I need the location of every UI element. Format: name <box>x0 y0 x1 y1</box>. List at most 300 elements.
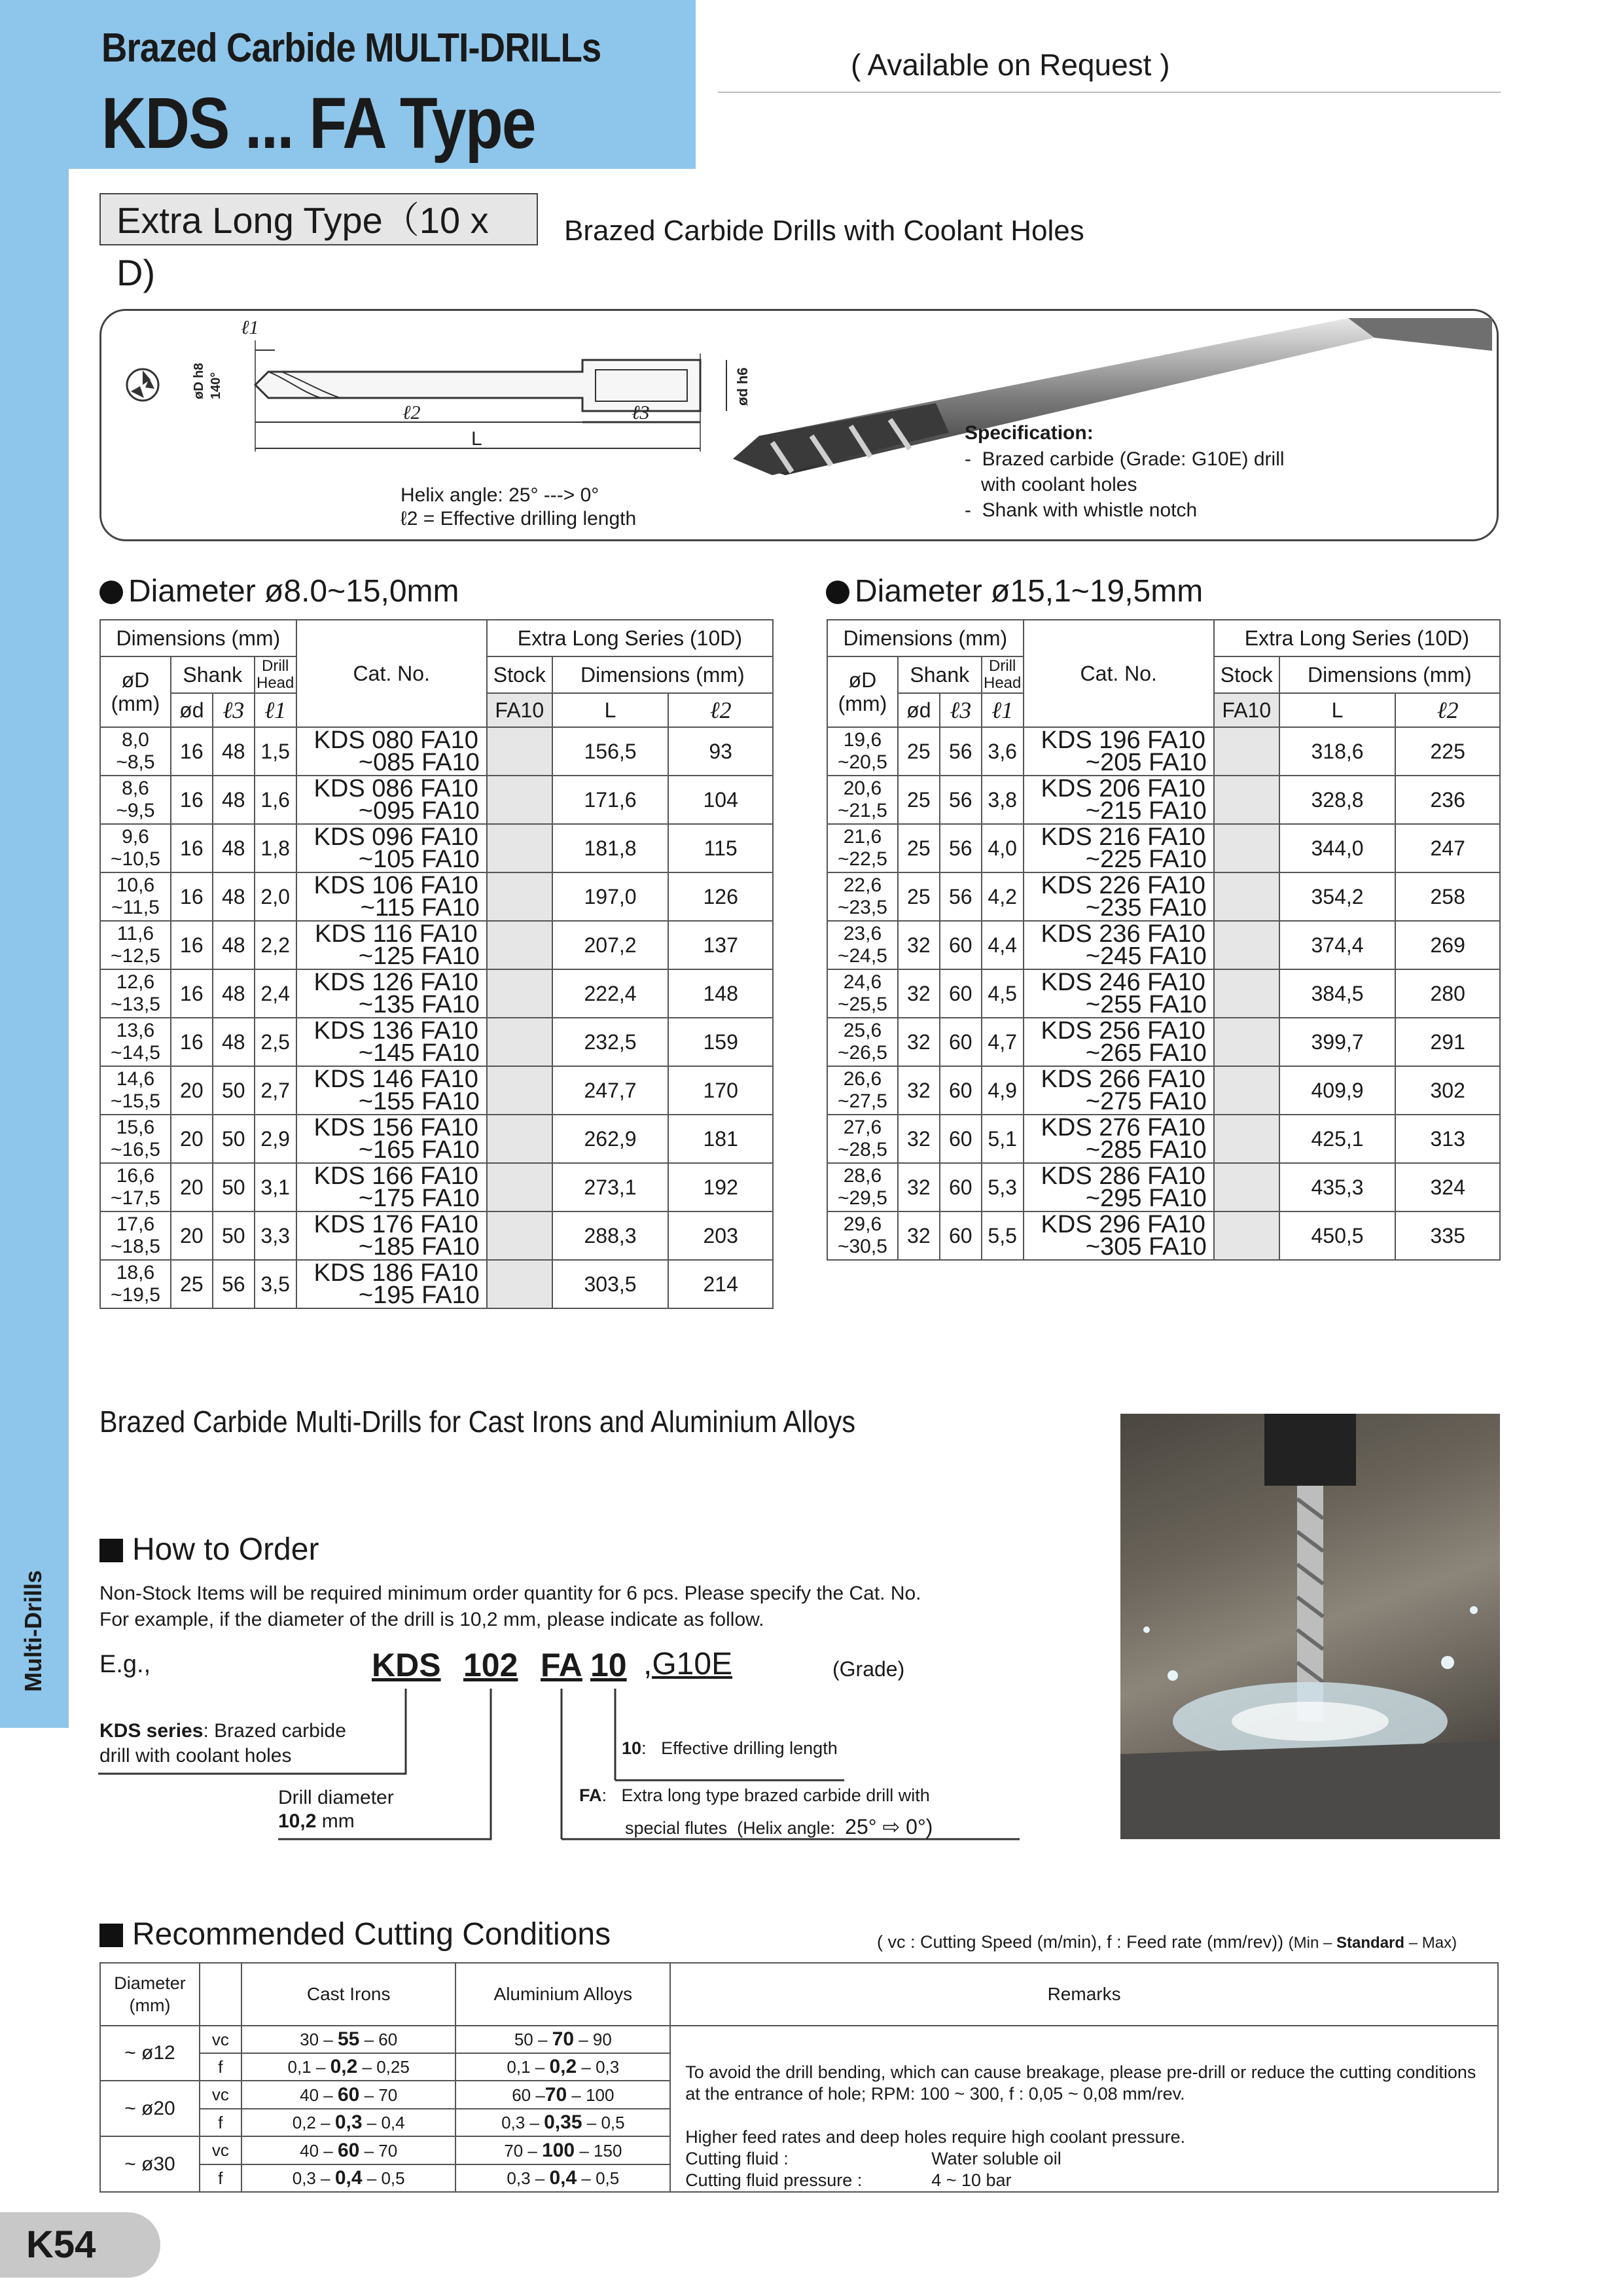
bullet-icon <box>99 581 123 604</box>
cell-shank-l3: 50 <box>213 1066 255 1115</box>
hdr-stock: Stock <box>1214 656 1279 693</box>
dimension-table-left <box>99 619 774 1309</box>
cell-diameter: 8,0 ~8,5 <box>100 727 171 776</box>
cell-cat-no: KDS 206 FA10 ~215 FA10 <box>1024 776 1214 824</box>
cell-shank-l3: 56 <box>940 824 982 872</box>
cell-shank-od: 20 <box>171 1211 213 1260</box>
cell-head-l1: 2,2 <box>255 921 296 969</box>
cell-stock <box>487 1115 552 1163</box>
table-row <box>827 1018 1500 1066</box>
cell-stock <box>487 1260 552 1308</box>
cell-head-l1: 5,3 <box>982 1163 1024 1211</box>
cell-head-l1: 4,5 <box>982 969 1024 1018</box>
cell-shank-l3: 60 <box>940 1115 982 1163</box>
cell-L: 262,9 <box>552 1115 669 1163</box>
cell-shank-l3: 50 <box>213 1163 255 1211</box>
cell-stock <box>1214 872 1279 921</box>
table-row <box>827 824 1500 872</box>
cell-cat-no: KDS 276 FA10 ~285 FA10 <box>1024 1115 1214 1163</box>
cell-stock <box>487 1211 552 1260</box>
table-row <box>100 2026 1498 2053</box>
cell-shank-l3: 48 <box>213 1018 255 1066</box>
how-to-order-title: How to Order <box>99 1532 319 1568</box>
cell-shank-od: 32 <box>898 1018 940 1066</box>
cell-shank-od: 20 <box>171 1066 213 1115</box>
ten-note: 10: Effective drilling length <box>622 1738 838 1758</box>
page-title: KDS ... FA Type <box>101 83 535 164</box>
cell-shank-od: 32 <box>898 969 940 1018</box>
cell-head-l1: 4,4 <box>982 921 1024 969</box>
hdr-series: Extra Long Series (10D) <box>487 620 773 656</box>
cell-head-l1: 4,2 <box>982 872 1024 921</box>
cutting-conditions-table <box>99 1962 1499 2193</box>
cell-shank-od: 16 <box>171 921 213 969</box>
cell-cat-no: KDS 226 FA10 ~235 FA10 <box>1024 872 1214 921</box>
cell-L: 328,8 <box>1279 776 1396 824</box>
table-row <box>827 1163 1500 1211</box>
cell-l2: 280 <box>1395 969 1500 1018</box>
spec-item-2: with coolant holes <box>965 474 1137 495</box>
cell-cat-no: KDS 186 FA10 ~195 FA10 <box>296 1260 487 1308</box>
cell-diameter: ~ ø20 <box>100 2081 200 2136</box>
header-divider <box>718 92 1501 93</box>
cell-diameter: 19,6 ~20,5 <box>827 727 898 776</box>
cell-shank-od: 32 <box>898 1163 940 1211</box>
cell-shank-od: 16 <box>171 776 213 824</box>
cell-l2: 203 <box>668 1211 773 1260</box>
hdr-cat-no: Cat. No. <box>296 620 487 727</box>
cutting-legend: ( vc : Cutting Speed (m/min), f : Feed rate (mm/rev)) (Min – Standard – Max) <box>877 1932 1457 1952</box>
table-row <box>827 1211 1500 1260</box>
cell-diameter: 28,6 ~29,5 <box>827 1163 898 1211</box>
cell-L: 374,4 <box>1279 921 1396 969</box>
table-right-title: Diameter ø15,1~19,5mm <box>826 573 1203 609</box>
hdr-fa10: FA10 <box>487 693 552 727</box>
table-row <box>827 727 1500 776</box>
cell-cat-no: KDS 096 FA10 ~105 FA10 <box>296 824 487 872</box>
fa-note: FA: Extra long type brazed carbide drill with <box>579 1785 930 1805</box>
drilling-photo <box>1120 1414 1500 1839</box>
cell-l2: 335 <box>1395 1211 1500 1260</box>
cell-alu-f: 0,3 – 0,35 – 0,5 <box>455 2109 670 2136</box>
cell-stock <box>487 1163 552 1211</box>
cell-l2: 258 <box>1395 872 1500 921</box>
cell-diameter: 13,6 ~14,5 <box>100 1018 171 1066</box>
cell-shank-od: 32 <box>898 921 940 969</box>
code-10: 10 <box>590 1647 627 1683</box>
hdr-remarks: Remarks <box>670 1963 1498 2026</box>
hdr-oD: øD (mm) <box>100 656 171 727</box>
cell-l2: 269 <box>1395 921 1500 969</box>
eg-label: E.g., <box>99 1651 151 1678</box>
cell-stock <box>487 969 552 1018</box>
hdr-shank: Shank <box>898 656 982 693</box>
cell-head-l1: 1,5 <box>255 727 296 776</box>
spec-item-1: - Brazed carbide (Grade: G10E) drill <box>965 448 1285 470</box>
cell-L: 156,5 <box>552 727 669 776</box>
hdr-drill-head: Drill Head <box>982 656 1024 693</box>
hdr-dims: Dimensions (mm) <box>1279 656 1500 693</box>
table-row <box>100 1260 773 1308</box>
hdr-l2: ℓ2 <box>1395 693 1500 727</box>
cell-diameter: 26,6 ~27,5 <box>827 1066 898 1115</box>
cell-shank-od: 25 <box>898 727 940 776</box>
cell-l2: 93 <box>668 727 773 776</box>
cell-head-l1: 4,9 <box>982 1066 1024 1115</box>
effective-length-note: ℓ2 = Effective drilling length <box>401 508 637 529</box>
hdr-cast-irons: Cast Irons <box>241 1963 456 2026</box>
cell-vc-label: vc <box>200 2136 241 2164</box>
cell-shank-od: 16 <box>171 872 213 921</box>
cell-diameter: 11,6 ~12,5 <box>100 921 171 969</box>
cell-shank-l3: 60 <box>940 1211 982 1260</box>
table-row <box>100 969 773 1018</box>
type-label: Extra Long Type（10 x D) <box>99 193 538 245</box>
cell-cat-no: KDS 116 FA10 ~125 FA10 <box>296 921 487 969</box>
cell-l2: 159 <box>668 1018 773 1066</box>
cell-alu-vc: 50 – 70 – 90 <box>455 2026 670 2053</box>
table-row <box>100 727 773 776</box>
cell-l2: 291 <box>1395 1018 1500 1066</box>
label-l3: ℓ3 <box>632 402 650 423</box>
cell-L: 450,5 <box>1279 1211 1396 1260</box>
cell-shank-od: 16 <box>171 1018 213 1066</box>
cell-stock <box>1214 727 1279 776</box>
cell-cat-no: KDS 126 FA10 ~135 FA10 <box>296 969 487 1018</box>
cell-head-l1: 3,5 <box>255 1260 296 1308</box>
cell-head-l1: 2,9 <box>255 1115 296 1163</box>
cell-cat-no: KDS 136 FA10 ~145 FA10 <box>296 1018 487 1066</box>
cell-L: 399,7 <box>1279 1018 1396 1066</box>
hdr-L: L <box>1279 693 1396 727</box>
spec-title: Specification: <box>965 422 1094 444</box>
cell-head-l1: 5,5 <box>982 1211 1024 1260</box>
cell-cast-f: 0,3 – 0,4 – 0,5 <box>241 2164 456 2192</box>
cell-head-l1: 3,8 <box>982 776 1024 824</box>
hdr-diameter: Diameter (mm) <box>100 1963 200 2026</box>
cell-shank-l3: 60 <box>940 1018 982 1066</box>
cell-L: 354,2 <box>1279 872 1396 921</box>
cutting-title: Recommended Cutting Conditions <box>99 1916 611 1952</box>
table-row <box>100 872 773 921</box>
cell-f-label: f <box>200 2053 241 2081</box>
table-left-title: Diameter ø8.0~15,0mm <box>99 573 459 609</box>
cell-f-label: f <box>200 2164 241 2192</box>
cell-diameter: 8,6 ~9,5 <box>100 776 171 824</box>
hdr-l2: ℓ2 <box>668 693 773 727</box>
cell-cat-no: KDS 086 FA10 ~095 FA10 <box>296 776 487 824</box>
cell-stock <box>1214 1163 1279 1211</box>
cell-l2: 192 <box>668 1163 773 1211</box>
cell-l2: 137 <box>668 921 773 969</box>
label-L: L <box>471 428 482 450</box>
cell-L: 171,6 <box>552 776 669 824</box>
cell-diameter: ~ ø12 <box>100 2026 200 2081</box>
cell-cat-no: KDS 080 FA10 ~085 FA10 <box>296 727 487 776</box>
cell-cat-no: KDS 246 FA10 ~255 FA10 <box>1024 969 1214 1018</box>
hdr-cat-no: Cat. No. <box>1024 620 1214 727</box>
cell-shank-l3: 48 <box>213 776 255 824</box>
cell-shank-l3: 56 <box>213 1260 255 1308</box>
hdr-L: L <box>552 693 669 727</box>
grade-label: (Grade) <box>832 1657 905 1681</box>
cell-L: 344,0 <box>1279 824 1396 872</box>
cell-shank-od: 25 <box>898 776 940 824</box>
cell-stock <box>487 921 552 969</box>
cell-l2: 170 <box>668 1066 773 1115</box>
hdr-aluminium: Aluminium Alloys <box>455 1963 670 2026</box>
cell-stock <box>487 824 552 872</box>
cell-diameter: 12,6 ~13,5 <box>100 969 171 1018</box>
cell-shank-l3: 60 <box>940 1163 982 1211</box>
cell-stock <box>1214 1018 1279 1066</box>
cell-shank-l3: 48 <box>213 727 255 776</box>
cell-head-l1: 1,8 <box>255 824 296 872</box>
table-row <box>827 969 1500 1018</box>
cell-shank-od: 16 <box>171 727 213 776</box>
label-od-h6: ød h6 <box>734 367 751 406</box>
hdr-shank: Shank <box>171 656 255 693</box>
label-point-angle: 140° <box>209 372 223 399</box>
cell-stock <box>1214 969 1279 1018</box>
cell-stock <box>487 1018 552 1066</box>
label-l1: ℓ1 <box>241 317 259 338</box>
cell-cat-no: KDS 106 FA10 ~115 FA10 <box>296 872 487 921</box>
cell-stock <box>1214 776 1279 824</box>
hdr-od: ød <box>171 693 213 727</box>
kds-series-note-2: drill with coolant holes <box>99 1745 292 1767</box>
fa-note-2: special flutes (Helix angle: 25° ⇨ 0°) <box>625 1815 933 1839</box>
cell-shank-l3: 48 <box>213 872 255 921</box>
table-row <box>827 776 1500 824</box>
label-oD-h8: øD h8 <box>192 363 206 399</box>
cell-diameter: 25,6 ~26,5 <box>827 1018 898 1066</box>
table-row <box>100 1115 773 1163</box>
cell-stock <box>487 727 552 776</box>
cell-diameter: 24,6 ~25,5 <box>827 969 898 1018</box>
cell-head-l1: 4,0 <box>982 824 1024 872</box>
square-bullet-icon <box>99 1539 123 1562</box>
cell-l2: 313 <box>1395 1115 1500 1163</box>
cell-cat-no: KDS 156 FA10 ~165 FA10 <box>296 1115 487 1163</box>
cell-stock <box>487 1066 552 1115</box>
cell-shank-od: 20 <box>171 1163 213 1211</box>
availability-note: ( Available on Request ) <box>851 48 1170 82</box>
cell-shank-l3: 50 <box>213 1211 255 1260</box>
hdr-l3: ℓ3 <box>213 693 255 727</box>
cell-diameter: 10,6 ~11,5 <box>100 872 171 921</box>
square-bullet-icon <box>99 1924 123 1947</box>
cell-l2: 247 <box>1395 824 1500 872</box>
cell-shank-od: 25 <box>171 1260 213 1308</box>
cell-l2: 104 <box>668 776 773 824</box>
cell-diameter: 21,6 ~22,5 <box>827 824 898 872</box>
label-l2: ℓ2 <box>402 402 421 423</box>
cell-stock <box>1214 824 1279 872</box>
type-description: Brazed Carbide Drills with Coolant Holes <box>564 215 1084 247</box>
cell-head-l1: 5,1 <box>982 1115 1024 1163</box>
cell-l2: 214 <box>668 1260 773 1308</box>
cell-shank-l3: 48 <box>213 969 255 1018</box>
cell-diameter: 14,6 ~15,5 <box>100 1066 171 1115</box>
hdr-dimensions: Dimensions (mm) <box>100 620 296 656</box>
drill-diameter-value: 10,2 mm <box>278 1810 355 1832</box>
table-row <box>100 1018 773 1066</box>
cell-shank-od: 32 <box>898 1115 940 1163</box>
cell-shank-l3: 56 <box>940 872 982 921</box>
cell-head-l1: 3,1 <box>255 1163 296 1211</box>
cell-cat-no: KDS 236 FA10 ~245 FA10 <box>1024 921 1214 969</box>
cell-l2: 181 <box>668 1115 773 1163</box>
cell-cat-no: KDS 286 FA10 ~295 FA10 <box>1024 1163 1214 1211</box>
cell-diameter: 22,6 ~23,5 <box>827 872 898 921</box>
cell-alu-f: 0,3 – 0,4 – 0,5 <box>455 2164 670 2192</box>
hdr-l1: ℓ1 <box>982 693 1024 727</box>
cell-shank-od: 32 <box>898 1211 940 1260</box>
cell-stock <box>1214 921 1279 969</box>
cell-shank-od: 25 <box>898 824 940 872</box>
hdr-param <box>200 1963 241 2026</box>
cell-cat-no: KDS 216 FA10 ~225 FA10 <box>1024 824 1214 872</box>
cell-diameter: 17,6 ~18,5 <box>100 1211 171 1260</box>
cell-l2: 225 <box>1395 727 1500 776</box>
hdr-stock: Stock <box>487 656 552 693</box>
cell-l2: 324 <box>1395 1163 1500 1211</box>
cell-diameter: 15,6 ~16,5 <box>100 1115 171 1163</box>
cell-vc-label: vc <box>200 2026 241 2053</box>
cell-L: 435,3 <box>1279 1163 1396 1211</box>
cell-L: 384,5 <box>1279 969 1396 1018</box>
table-row <box>100 1066 773 1115</box>
cell-shank-od: 16 <box>171 969 213 1018</box>
cell-cat-no: KDS 266 FA10 ~275 FA10 <box>1024 1066 1214 1115</box>
cell-L: 181,8 <box>552 824 669 872</box>
header-subtitle: Brazed Carbide MULTI-DRILLs <box>101 26 601 71</box>
table-row <box>827 872 1500 921</box>
table-row <box>100 824 773 872</box>
cell-stock <box>1214 1211 1279 1260</box>
hdr-fa10: FA10 <box>1214 693 1279 727</box>
cell-cat-no: KDS 146 FA10 ~155 FA10 <box>296 1066 487 1115</box>
hdr-drill-head: Drill Head <box>255 656 296 693</box>
cell-shank-l3: 60 <box>940 969 982 1018</box>
cell-stock <box>487 872 552 921</box>
application-subtitle: Brazed Carbide Multi-Drills for Cast Irons and Aluminium Alloys <box>99 1405 856 1439</box>
cell-shank-od: 32 <box>898 1066 940 1115</box>
cell-head-l1: 2,7 <box>255 1066 296 1115</box>
cell-shank-l3: 56 <box>940 727 982 776</box>
dimension-table-right <box>827 619 1501 1261</box>
table-row <box>100 776 773 824</box>
cell-L: 288,3 <box>552 1211 669 1260</box>
cell-L: 232,5 <box>552 1018 669 1066</box>
cell-cast-vc: 40 – 60 – 70 <box>241 2081 456 2109</box>
left-accent-bar <box>0 0 69 1702</box>
cell-stock <box>1214 1115 1279 1163</box>
cell-shank-od: 20 <box>171 1115 213 1163</box>
drilling-photo-illustration <box>1120 1414 1500 1839</box>
cell-shank-l3: 50 <box>213 1115 255 1163</box>
cell-L: 207,2 <box>552 921 669 969</box>
helix-angle-note: Helix angle: 25° ---> 0° <box>401 484 599 506</box>
hdr-series: Extra Long Series (10D) <box>1214 620 1500 656</box>
cell-l2: 302 <box>1395 1066 1500 1115</box>
cell-diameter: ~ ø30 <box>100 2136 200 2192</box>
cell-stock <box>487 776 552 824</box>
cell-shank-l3: 48 <box>213 921 255 969</box>
cell-L: 247,7 <box>552 1066 669 1115</box>
spec-item-3: - Shank with whistle notch <box>965 499 1198 521</box>
cell-diameter: 16,6 ~17,5 <box>100 1163 171 1211</box>
cell-shank-l3: 60 <box>940 1066 982 1115</box>
cell-l2: 126 <box>668 872 773 921</box>
hdr-oD: øD (mm) <box>827 656 898 727</box>
table-row <box>827 921 1500 969</box>
bullet-icon <box>826 581 849 604</box>
cell-alu-vc: 60 –70 – 100 <box>455 2081 670 2109</box>
side-tab-label: Multi-Drills <box>20 1570 46 1692</box>
cell-cat-no: KDS 166 FA10 ~175 FA10 <box>296 1163 487 1211</box>
cell-cast-vc: 40 – 60 – 70 <box>241 2136 456 2164</box>
cell-cat-no: KDS 256 FA10 ~265 FA10 <box>1024 1018 1214 1066</box>
hdr-l3: ℓ3 <box>940 693 982 727</box>
cell-alu-f: 0,1 – 0,2 – 0,3 <box>455 2053 670 2081</box>
cell-cast-f: 0,1 – 0,2 – 0,25 <box>241 2053 456 2081</box>
drill-cross-section-icon <box>127 369 158 401</box>
cell-shank-l3: 60 <box>940 921 982 969</box>
code-fa: FA <box>541 1647 582 1683</box>
cell-shank-od: 25 <box>898 872 940 921</box>
cell-l2: 115 <box>668 824 773 872</box>
hdr-dimensions: Dimensions (mm) <box>827 620 1024 656</box>
cell-diameter: 27,6 ~28,5 <box>827 1115 898 1163</box>
kds-series-note: KDS series: Brazed carbide <box>99 1720 346 1742</box>
cell-cat-no: KDS 196 FA10 ~205 FA10 <box>1024 727 1214 776</box>
table-row <box>100 921 773 969</box>
code-grade: ,G10E <box>643 1647 733 1681</box>
cell-diameter: 18,6 ~19,5 <box>100 1260 171 1308</box>
table-row <box>827 1115 1500 1163</box>
cell-diameter: 20,6 ~21,5 <box>827 776 898 824</box>
cell-head-l1: 1,6 <box>255 776 296 824</box>
cell-f-label: f <box>200 2109 241 2136</box>
cell-L: 318,6 <box>1279 727 1396 776</box>
order-line-2: For example, if the diameter of the drill is 10,2 mm, please indicate as follow. <box>99 1609 764 1630</box>
cell-l2: 236 <box>1395 776 1500 824</box>
table-row <box>100 1211 773 1260</box>
drill-diameter-note: Drill diameter <box>278 1787 394 1808</box>
cell-L: 197,0 <box>552 872 669 921</box>
order-line-1: Non-Stock Items will be required minimum order quantity for 6 pcs. Please specify the Cat. No. <box>99 1583 921 1604</box>
table-row <box>827 1066 1500 1115</box>
cell-head-l1: 2,4 <box>255 969 296 1018</box>
cell-cast-vc: 30 – 55 – 60 <box>241 2026 456 2053</box>
cell-l2: 148 <box>668 969 773 1018</box>
cell-L: 409,9 <box>1279 1066 1396 1115</box>
table-row <box>100 1163 773 1211</box>
hdr-dims: Dimensions (mm) <box>552 656 773 693</box>
cell-head-l1: 3,6 <box>982 727 1024 776</box>
cell-vc-label: vc <box>200 2081 241 2109</box>
cell-stock <box>1214 1066 1279 1115</box>
cell-cat-no: KDS 296 FA10 ~305 FA10 <box>1024 1211 1214 1260</box>
cell-diameter: 29,6 ~30,5 <box>827 1211 898 1260</box>
cell-head-l1: 2,0 <box>255 872 296 921</box>
cell-shank-l3: 48 <box>213 824 255 872</box>
cell-shank-l3: 56 <box>940 776 982 824</box>
cell-remarks: To avoid the drill bending, which can cause breakage, please pre-drill or reduce the cutting conditions at the entrance of hole; RPM: 100 ~ 300, f : 0,05 ~ 0,08 mm/rev. Higher feed rates and deep holes require high coolant pressure. Cutting fluid : Water soluble oil Cutting fluid pressure : 4 ~ 10 bar <box>670 2026 1498 2192</box>
cell-L: 425,1 <box>1279 1115 1396 1163</box>
